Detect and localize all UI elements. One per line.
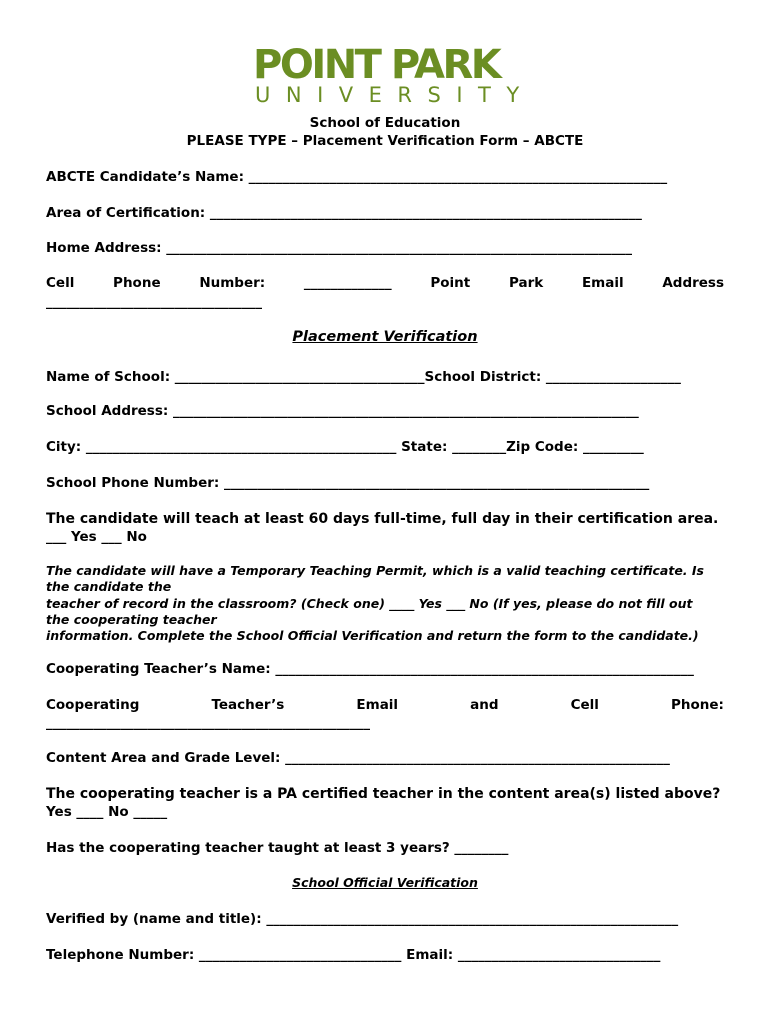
school-address-field[interactable]: School Address: _____________________________________________________________________ — [46, 403, 639, 419]
cell-phone-email-line[interactable] — [46, 275, 724, 291]
cell-phone-blank[interactable]: _____________ — [303, 275, 392, 291]
word: Teacher’s — [211, 697, 285, 713]
form-title: PLEASE TYPE – Placement Verification Form – ABCTE — [186, 133, 584, 149]
pa-certified-question: The cooperating teacher is a PA certified teacher in the content area(s) listed above? — [46, 786, 721, 802]
permit-line-1: The candidate will have a Temporary Teaching Permit, which is a valid teaching certificate. Is — [46, 563, 704, 578]
cooperating-email-cell-blank[interactable]: ________________________________________________ — [46, 715, 370, 731]
school-phone-field[interactable]: School Phone Number: _______________________________________________________________ — [46, 475, 650, 491]
cooperating-teacher-name-field[interactable]: Cooperating Teacher’s Name: ______________________________________________________________ — [46, 661, 694, 677]
permit-line-2: the candidate the — [46, 579, 172, 594]
teach-days-statement: The candidate will teach at least 60 days full-time, full day in their certification area. — [46, 511, 719, 527]
official-heading: School Official Verification — [292, 875, 478, 890]
permit-line-4: the cooperating teacher — [46, 612, 217, 627]
content-area-grade-field[interactable]: Content Area and Grade Level: _________________________________________________________ — [46, 750, 670, 766]
placement-heading: Placement Verification — [292, 329, 478, 345]
certification-area-field[interactable]: Area of Certification: ________________________________________________________________ — [46, 205, 642, 221]
word: Park — [508, 275, 544, 291]
verified-by-field[interactable]: Verified by (name and title): _____________________________________________________________ — [46, 911, 679, 927]
word: Email — [356, 697, 399, 713]
city-state-zip-field[interactable]: City: ______________________________________________ State: ________Zip Code: _________ — [46, 439, 644, 455]
school-title: School of Education — [309, 115, 461, 131]
word: Cell — [46, 275, 75, 291]
word: Cooperating — [46, 697, 140, 713]
years-taught-field[interactable]: Has the cooperating teacher taught at least 3 years? ________ — [46, 840, 509, 856]
word: Cell — [570, 697, 599, 713]
word: Phone — [113, 275, 161, 291]
logo-point-park: POINT PARK — [253, 42, 500, 88]
candidate-name-field[interactable]: ABCTE Candidate’s Name: ______________________________________________________________ — [46, 169, 668, 185]
home-address-field[interactable]: Home Address: _____________________________________________________________________ — [46, 240, 633, 256]
word: Point — [430, 275, 471, 291]
word: Email — [581, 275, 624, 291]
telephone-email-field[interactable]: Telephone Number: ______________________________ Email: ______________________________ — [46, 947, 661, 963]
email-address-blank[interactable]: ________________________________ — [46, 294, 262, 310]
school-name-district-field[interactable]: Name of School: _____________________________________School District: ____________________ — [46, 369, 681, 385]
permit-line-5: information. Complete the School Official Verification and return the form to the candidate.) — [46, 628, 699, 643]
word: Number: — [199, 275, 266, 291]
cooperating-email-cell-line — [46, 697, 724, 713]
logo-university: UNIVERSITY — [255, 83, 535, 107]
pa-certified-yes-no[interactable]: Yes ____ No _____ — [46, 804, 168, 820]
word: and — [470, 697, 499, 713]
word: Phone: — [671, 697, 724, 713]
word: Address — [662, 275, 724, 291]
permit-line-3[interactable]: teacher of record in the classroom? (Check one) ____ Yes ___ No (If yes, please do not fill out — [46, 596, 693, 611]
teach-days-yes-no[interactable]: ___ Yes ___ No — [46, 529, 147, 545]
